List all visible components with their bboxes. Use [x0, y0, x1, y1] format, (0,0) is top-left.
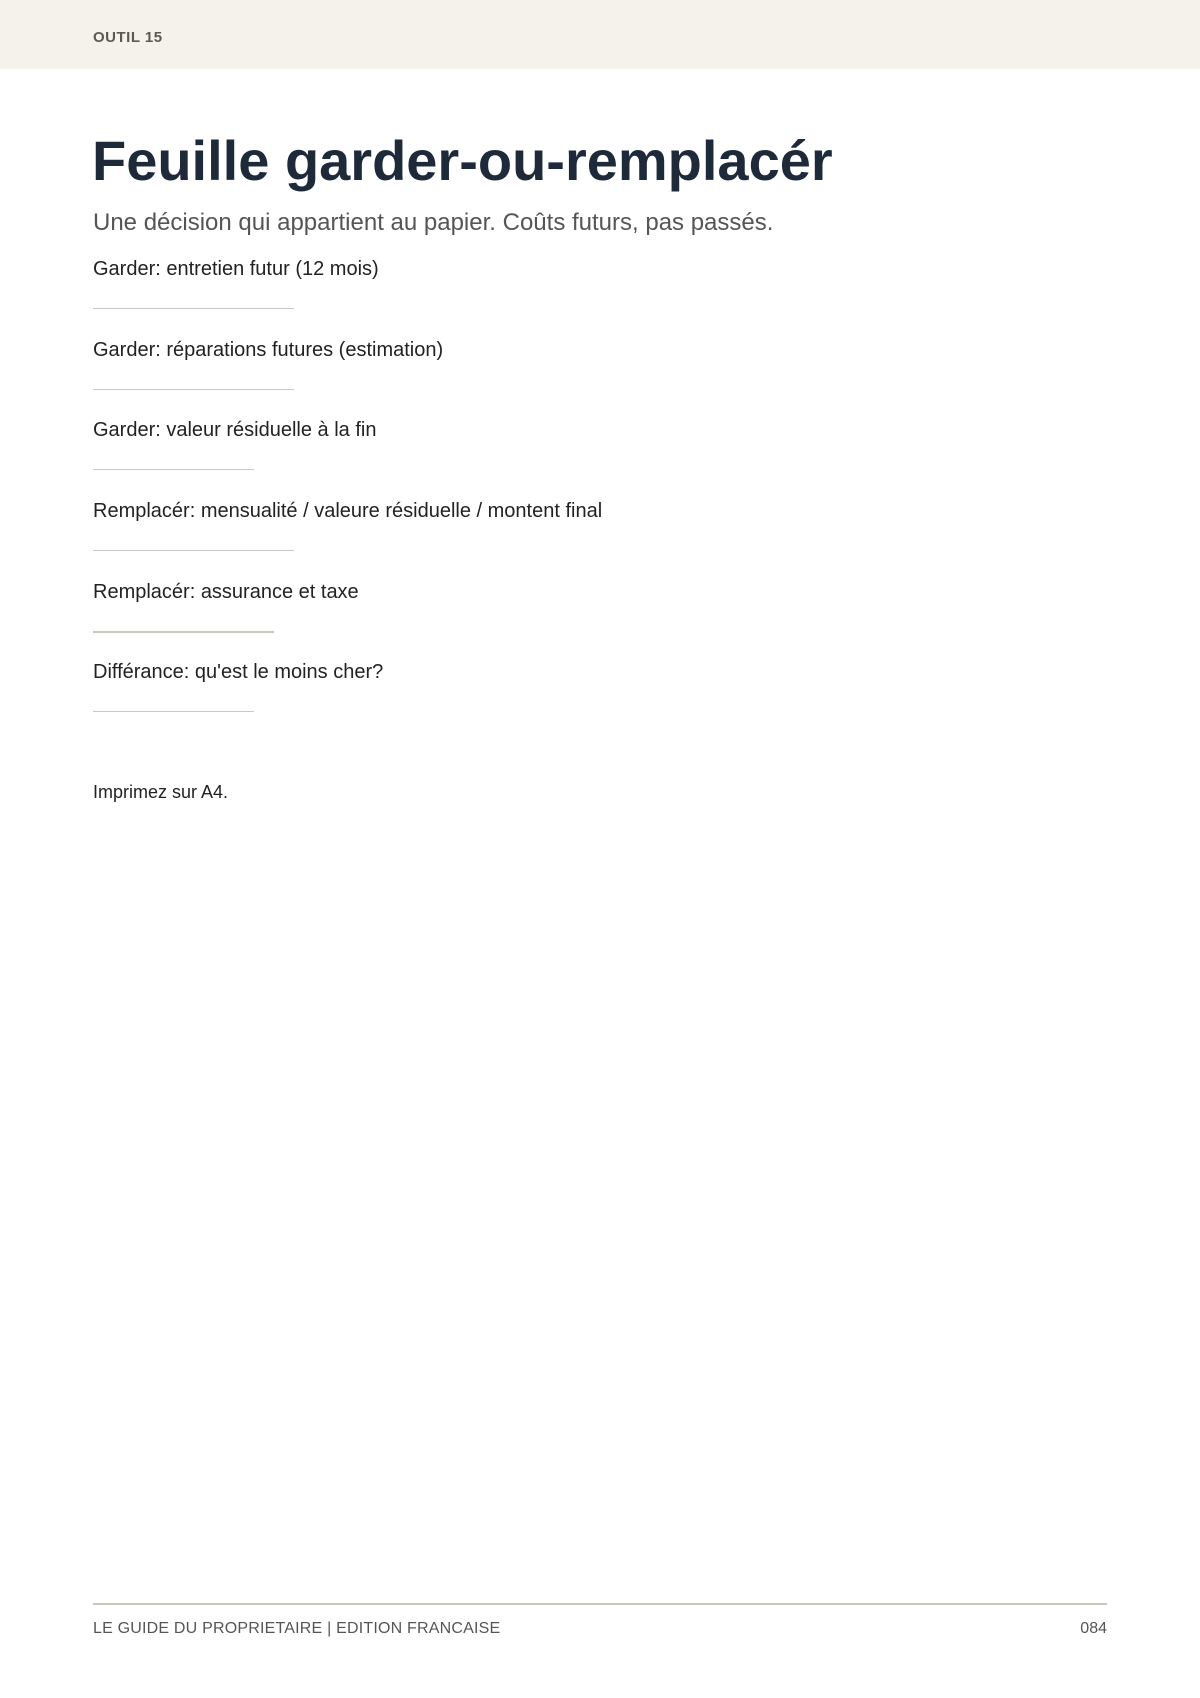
- field-keep-residual-value: [93, 417, 376, 443]
- field-label: Remplacér: assurance et taxe: [93, 581, 359, 603]
- page-subtitle: Une décision qui appartient au papier. Coûts futurs, pas passés.: [93, 209, 774, 236]
- fill-in-line: [93, 389, 294, 390]
- field-label: Garder: entretien futur (12 mois): [93, 258, 379, 280]
- header-band: [0, 0, 1200, 69]
- footer-divider: [93, 1603, 1107, 1605]
- print-note: Imprimez sur A4.: [93, 782, 229, 802]
- page-number: 084: [1080, 1620, 1107, 1637]
- field-replace-insurance: [93, 579, 359, 605]
- fill-in-line: [93, 711, 254, 712]
- field-keep-maintenance: [93, 256, 379, 282]
- tool-label: OUTIL 15: [93, 29, 163, 46]
- field-label: Garder: valeur résiduelle à la fin: [93, 419, 377, 441]
- fill-in-line: [93, 469, 254, 470]
- footer-publication: LE GUIDE DU PROPRIETAIRE | EDITION FRANCAISE: [93, 1620, 501, 1637]
- field-keep-repairs: [93, 337, 443, 363]
- fill-in-line: [93, 631, 274, 633]
- fill-in-line: [93, 550, 294, 551]
- page-title: Feuille garder-ou-remplacér: [92, 129, 833, 192]
- fill-in-line: [93, 308, 294, 309]
- field-difference: [93, 659, 383, 685]
- field-label: Différance: qu'est le moins cher?: [93, 661, 384, 683]
- field-label: Remplacér: mensualité / valeure résiduelle / montent final: [93, 500, 603, 522]
- field-label: Garder: réparations futures (estimation): [93, 339, 444, 361]
- field-replace-payment: [93, 498, 602, 524]
